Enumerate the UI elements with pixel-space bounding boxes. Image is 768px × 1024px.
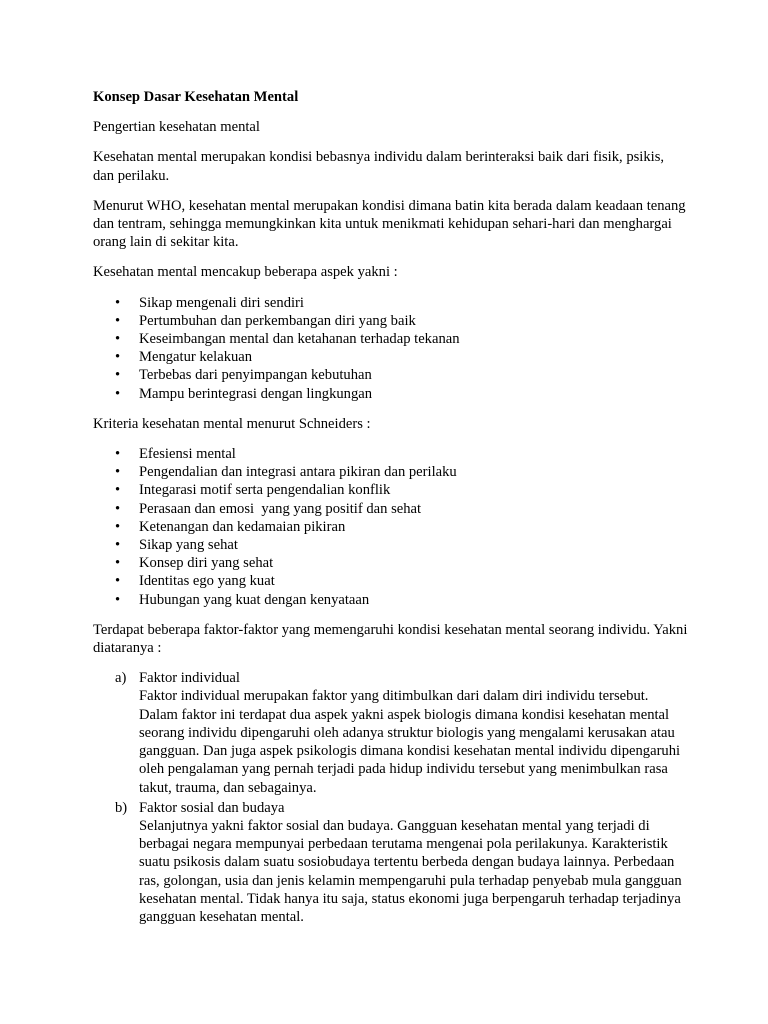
aspects-intro: Kesehatan mental mencakup beberapa aspek yakni : [93,264,398,281]
list-item-text: Efesiensi mental [139,446,236,463]
bullet-icon: • [115,367,121,384]
list-item [115,591,688,609]
aspects-list [93,294,688,403]
list-item [115,518,688,536]
bullet-icon: • [115,349,121,366]
list-item-text: Perasaan dan emosi yang yang positif dan sehat [139,500,422,517]
factor-item [115,799,688,926]
bullet-icon: • [115,482,121,499]
list-item-text: Hubungan yang kuat dengan kenyataan [139,591,370,608]
list-item [115,554,688,572]
bullet-icon: • [115,518,121,535]
bullet-icon: • [115,464,121,481]
factor-title: Faktor sosial dan budaya [139,799,285,816]
bullet-icon: • [115,446,121,463]
bullet-icon: • [115,500,121,517]
list-item [115,463,688,481]
factor-title: Faktor individual [139,670,240,687]
section-subtitle: Pengertian kesehatan mental [93,119,260,136]
list-item [115,385,688,403]
factor-text: Faktor individual merupakan faktor yang ditimbulkan dari dalam diri individu tersebut. Dalam faktor ini terdapat dua aspek yakni aspek biologis dimana kondisi kesehatan mental seorang individu dipengaruhi oleh adanya struktur biologis yang mengalami kerusakan atau gangguan. Dan juga aspek psikologis dimana kondisi kesehatan mental individu dipengaruhi oleh pengalaman yang pernah terjadi pada hidup individu tersebut yang menimbulkan rasa takut, trauma, dan sebagainya. [139,688,681,796]
bullet-icon: • [115,555,121,572]
paragraph-definition: Kesehatan mental merupakan kondisi bebasnya individu dalam berinteraksi baik dari fisik, psikis, dan perilaku. [93,149,665,184]
list-item [115,330,688,348]
paragraph-who: Menurut WHO, kesehatan mental merupakan kondisi dimana batin kita berada dalam keadaan tenang dan tentram, sehingga memungkinkan kita untuk menikmati kehidupan sehari-hari dan menghargai orang lain di sekitar kita. [93,197,686,251]
document-title: Konsep Dasar Kesehatan Mental [93,89,299,105]
list-item [115,445,688,463]
bullet-icon: • [115,537,121,554]
factors-intro: Terdapat beberapa faktor-faktor yang memengaruhi kondisi kesehatan mental seorang individu. Yakni diataranya : [93,621,688,657]
list-item [115,481,688,499]
list-item-text: Integarasi motif serta pengendalian konflik [139,482,391,499]
list-item-text: Identitas ego yang kuat [139,573,275,590]
list-item [115,500,688,518]
list-item-text: Mampu berintegrasi dengan lingkungan [139,385,373,402]
list-item-text: Sikap yang sehat [139,537,238,554]
bullet-icon: • [115,312,121,329]
list-item [115,294,688,312]
list-item [115,536,688,554]
bullet-icon: • [115,591,121,608]
list-item [115,312,688,330]
criteria-list [93,445,688,609]
list-marker: b) [115,799,128,816]
list-item-text: Konsep diri yang sehat [139,555,274,572]
list-item-text: Pengendalian dan integrasi antara pikiran dan perilaku [139,464,457,481]
list-item [115,366,688,384]
list-item [115,572,688,590]
criteria-intro: Kriteria kesehatan mental menurut Schneiders : [93,415,371,432]
list-marker: a) [115,670,127,687]
factor-item [115,669,688,796]
factors-list [93,669,688,926]
list-item-text: Pertumbuhan dan perkembangan diri yang baik [139,312,416,329]
list-item-text: Keseimbangan mental dan ketahanan terhadap tekanan [139,331,460,348]
list-item-text: Mengatur kelakuan [139,349,253,366]
bullet-icon: • [115,385,121,402]
bullet-icon: • [115,573,121,590]
bullet-icon: • [115,331,121,348]
bullet-icon: • [115,294,121,311]
list-item-text: Ketenangan dan kedamaian pikiran [139,518,346,535]
list-item [115,348,688,366]
list-item-text: Terbebas dari penyimpangan kebutuhan [139,367,372,384]
list-item-text: Sikap mengenali diri sendiri [139,294,304,311]
factor-text: Selanjutnya yakni faktor sosial dan budaya. Gangguan kesehatan mental yang terjadi di berbagai negara mempunyai perbedaan terutama mengenai pola perilakunya. Karakteristik suatu psikosis dalam suatu sosiobudaya tertentu berbeda dengan budaya lainnya. Perbedaan ras, golongan, usia dan jenis kelamin mempengaruhi pula terhadap penyebab mula gangguan kesehatan mental. Tidak hanya itu saja, status ekonomi juga berpengaruh terhadap terjadinya gangguan kesehatan mental. [139,817,682,925]
